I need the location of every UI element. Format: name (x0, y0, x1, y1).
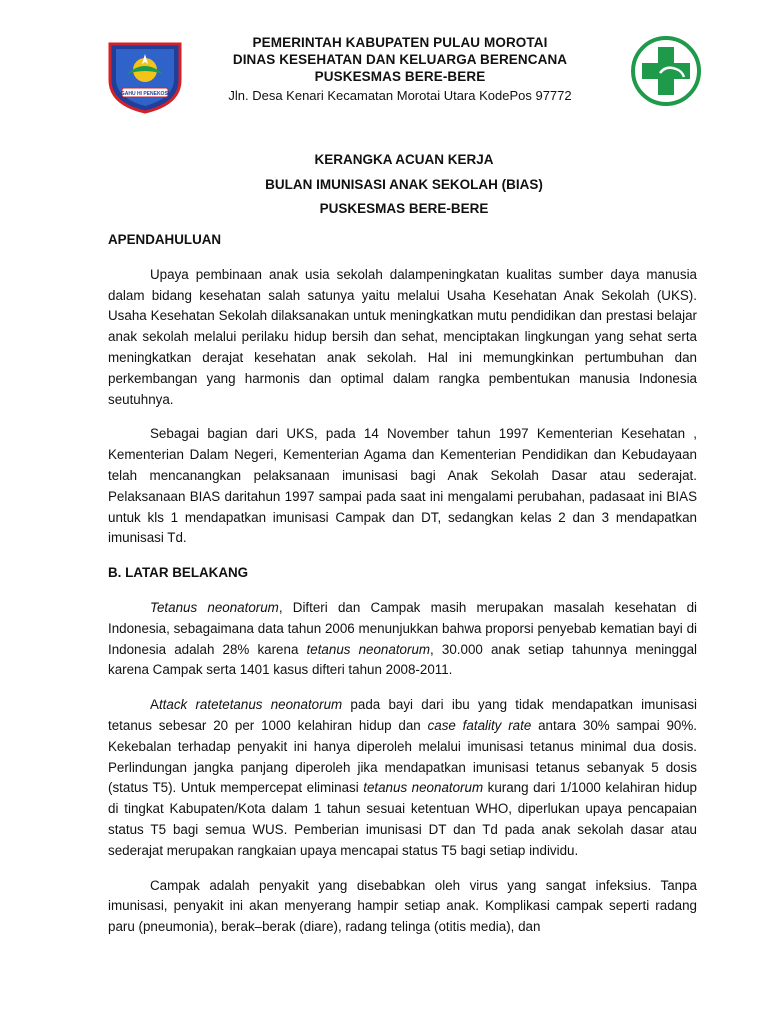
paragraph-text: pada bayi dari ibu yang tidak mendapatkan imunisasi tetanus sebesar 20 per 1000 kelahiran hidup dan (108, 697, 697, 733)
section-b-paragraph-1 (108, 598, 697, 681)
title-line-1: KERANGKA ACUAN KERJA (314, 152, 494, 167)
italic-term: ttack ratetetanus neonatorum (158, 697, 343, 713)
puskesmas-logo (630, 35, 702, 107)
letterhead-text (195, 34, 605, 104)
italic-term: tetanus neonatorum (306, 641, 431, 657)
section-b-heading: B. LATAR BELAKANG (108, 565, 249, 581)
paragraph-text: , 30.000 anak setiap tahunnya meninggal karena Campak serta 1401 kasus difteri tahun 2008-2011. (108, 641, 697, 678)
document-body (108, 230, 697, 952)
letterhead-address: Jln. Desa Kenari Kecamatan Morotai Utara KodePos 97772 (228, 88, 572, 103)
section-a-paragraph-1: Upaya pembinaan anak usia sekolah dalampeningkatan kualitas sumber daya manusia dalam bidang kesehatan salah satunya yaitu melalui Usaha Kesehatan Anak Sekolah (UKS). Usaha Kesehatan Sekolah dilaksanakan untuk meningkatkan mutu pendidikan dan prestasi belajar anak sekolah melalui perilaku hidup bersih dan sehat, menciptakan lingkungan yang sehat serta meningkatkan derajat kesehatan anak sekolah. Hal ini memungkinkan pertumbuhan dan perkembangan yang harmonis dan optimal dalam rangka pembentukan manusia Indonesia seutuhnya. (108, 266, 697, 407)
title-line-2: BULAN IMUNISASI ANAK SEKOLAH (BIAS) (265, 176, 543, 192)
italic-term: tetanus neonatorum (363, 780, 484, 796)
paragraph-text: antara 30% sampai 90%. Kekebalan terhadap penyakit ini hanya diperoleh melalui imunisasi tetanus minimal dua dosis. Perlindungan jangka panjang diperoleh jika mendapatkan imunisasi tetanus sebanyak 5 dosis (status T5). Untuk mempercepat eliminasi (108, 717, 697, 796)
regency-emblem-logo (104, 40, 186, 114)
emblem-ribbon-text: GAHU HI PENEKOSI (120, 91, 170, 97)
paragraph-text: A (150, 697, 159, 713)
document-title (0, 148, 768, 222)
letterhead-line-3: PUSKESMAS BERE-BERE (314, 69, 486, 84)
title-line-3: PUSKESMAS BERE-BERE (319, 201, 489, 216)
italic-term: case fatality rate (427, 717, 532, 733)
section-a-paragraph-2: Sebagai bagian dari UKS, pada 14 November tahun 1997 Kementerian Kesehatan , Kementerian Dalam Negeri, Kementerian Agama dan Kementerian Pendidikan dan Kebudayaan telah mencanangkan pelaksanaan imunisasi bagi Anak Sekolah Dasar atau sederajat. Pelaksanaan BIAS daritahun 1997 sampai pada saat ini mengalami perubahan, padasaat ini BIAS untuk kls 1 mendapatkan imunisasi Campak dan DT, sedangkan kelas 2 dan 3 mendapatkan imunisasi Td. (108, 426, 697, 546)
section-b-paragraph-2 (108, 695, 697, 861)
paragraph-text: kurang dari 1/1000 kelahiran hidup di tingkat Kabupaten/Kota dalam 1 tahun sesuai ketentuan WHO, diperlukan upaya pencapaian status T5 bagi semua WUS. Pemberian imunisasi DT dan Td pada anak sekolah dasar atau sederajat merupakan rangkaian upaya mencapai status T5 bagi setiap individu. (108, 780, 697, 858)
letterhead (0, 0, 768, 115)
section-b-paragraph-3: Campak adalah penyakit yang disebabkan oleh virus yang sangat infeksius. Tanpa imunisasi, penyakit ini akan menyerang hampir setiap anak. Komplikasi campak seperti radang paru (pneumonia), berak–berak (diare), radang telinga (otitis media), dan (108, 877, 697, 935)
letterhead-line-1: PEMERINTAH KABUPATEN PULAU MOROTAI (252, 35, 548, 50)
section-a-heading: APENDAHULUAN (108, 232, 222, 247)
italic-term: Tetanus neonatorum (150, 599, 279, 615)
paragraph-text: , Difteri dan Campak masih merupakan masalah kesehatan di Indonesia, sebagaimana data tahun 2006 menunjukkan bahwa proporsi penyebab kematian bayi di Indonesia adalah 28% karena (108, 599, 697, 657)
letterhead-line-2: DINAS KESEHATAN DAN KELUARGA BERENCANA (232, 52, 568, 67)
